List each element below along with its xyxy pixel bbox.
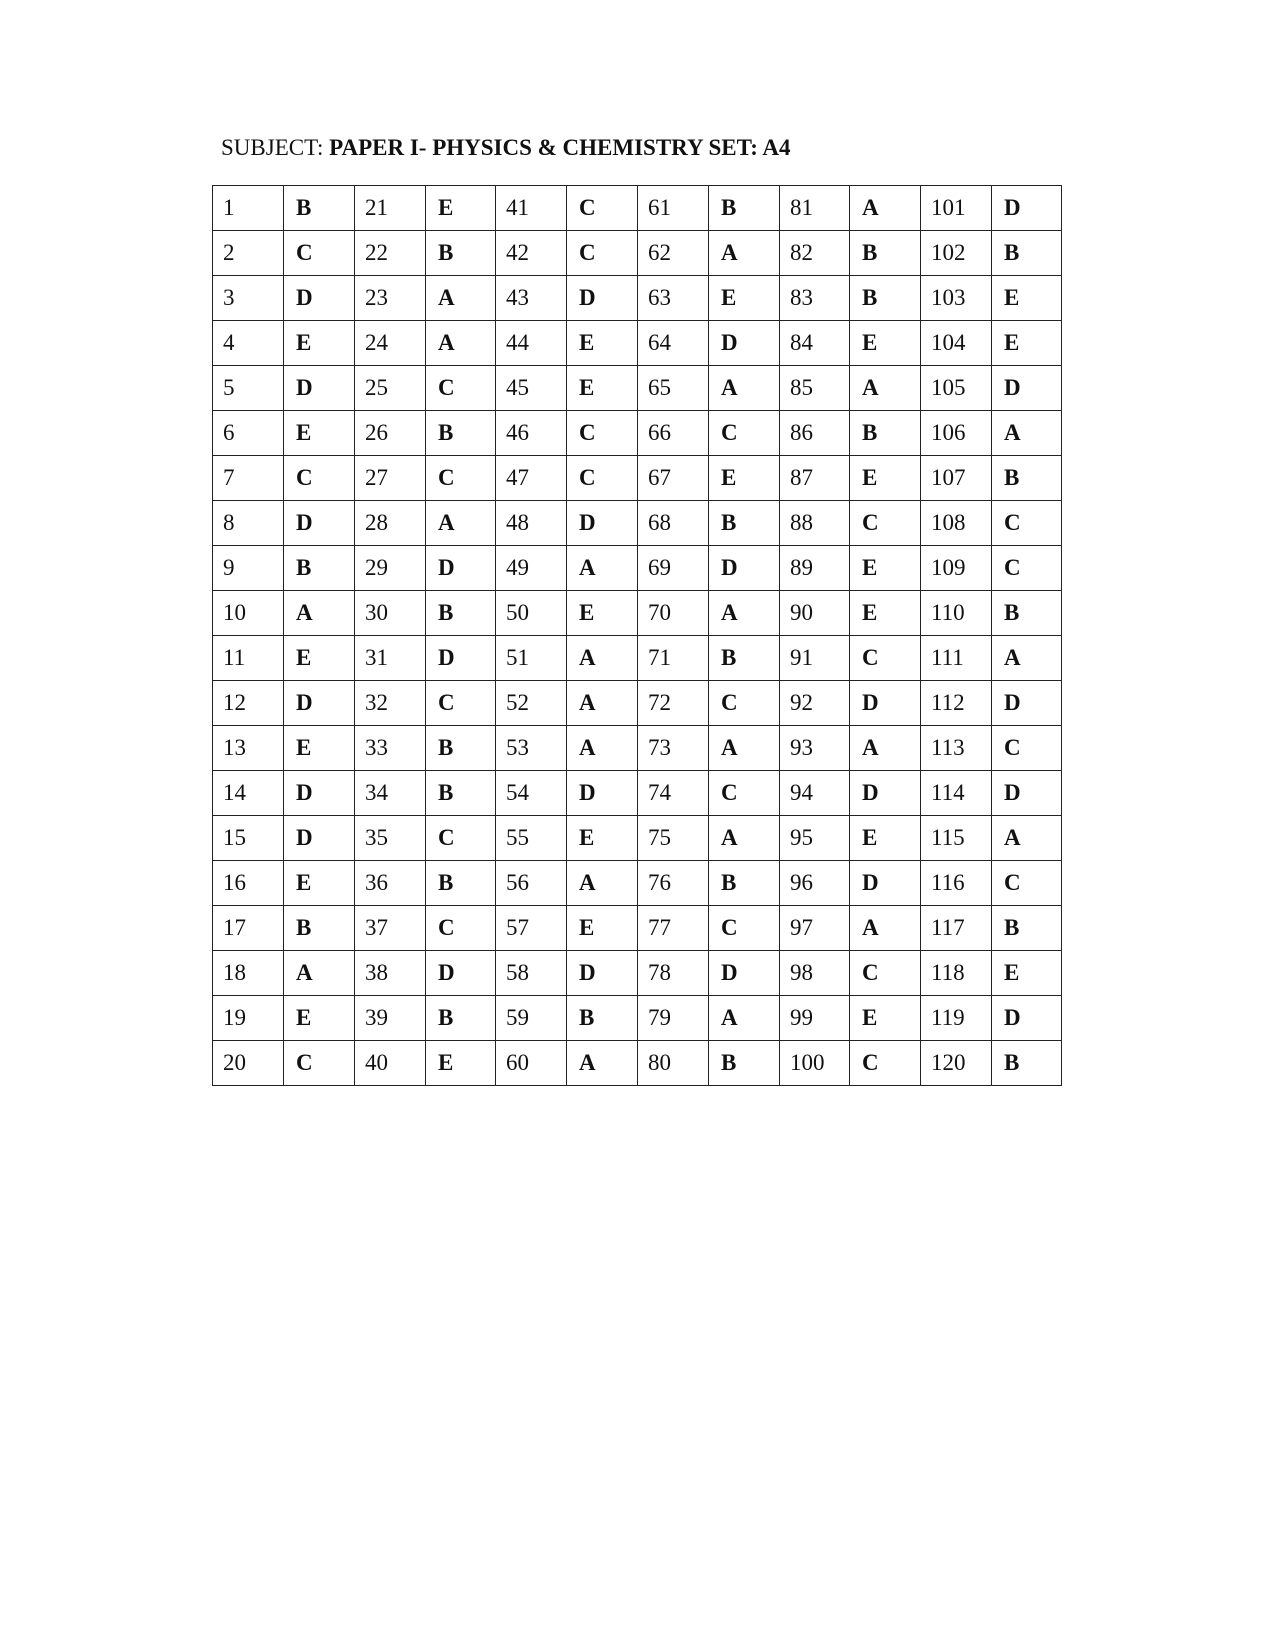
question-number: 17 bbox=[213, 906, 284, 951]
answer-letter: E bbox=[850, 816, 921, 861]
question-number: 110 bbox=[921, 591, 992, 636]
table-row bbox=[213, 681, 1062, 726]
answer-letter: B bbox=[426, 231, 496, 276]
question-number: 15 bbox=[213, 816, 284, 861]
question-number: 9 bbox=[213, 546, 284, 591]
answer-letter: E bbox=[567, 591, 638, 636]
answer-letter: C bbox=[284, 1041, 355, 1086]
answer-letter: E bbox=[284, 996, 355, 1041]
answer-letter: B bbox=[426, 771, 496, 816]
answer-letter: B bbox=[992, 591, 1062, 636]
answer-letter: E bbox=[850, 591, 921, 636]
question-number: 92 bbox=[780, 681, 850, 726]
question-number: 3 bbox=[213, 276, 284, 321]
question-number: 10 bbox=[213, 591, 284, 636]
answer-letter: C bbox=[850, 501, 921, 546]
question-number: 98 bbox=[780, 951, 850, 996]
question-number: 48 bbox=[496, 501, 567, 546]
question-number: 20 bbox=[213, 1041, 284, 1086]
answer-letter: A bbox=[850, 906, 921, 951]
answer-letter: E bbox=[992, 276, 1062, 321]
question-number: 22 bbox=[355, 231, 426, 276]
table-row bbox=[213, 366, 1062, 411]
question-number: 44 bbox=[496, 321, 567, 366]
answer-letter: D bbox=[426, 951, 496, 996]
question-number: 42 bbox=[496, 231, 567, 276]
question-number: 99 bbox=[780, 996, 850, 1041]
answer-letter: B bbox=[992, 456, 1062, 501]
question-number: 82 bbox=[780, 231, 850, 276]
question-number: 72 bbox=[638, 681, 709, 726]
question-number: 55 bbox=[496, 816, 567, 861]
answer-letter: D bbox=[284, 816, 355, 861]
question-number: 65 bbox=[638, 366, 709, 411]
question-number: 84 bbox=[780, 321, 850, 366]
answer-letter: C bbox=[426, 681, 496, 726]
answer-letter: C bbox=[850, 1041, 921, 1086]
table-row bbox=[213, 816, 1062, 861]
page-title bbox=[221, 132, 791, 164]
question-number: 108 bbox=[921, 501, 992, 546]
question-number: 119 bbox=[921, 996, 992, 1041]
answer-letter: C bbox=[709, 771, 780, 816]
question-number: 73 bbox=[638, 726, 709, 771]
answer-letter: D bbox=[284, 276, 355, 321]
answer-letter: D bbox=[284, 501, 355, 546]
answer-letter: A bbox=[284, 591, 355, 636]
answer-key-body bbox=[213, 186, 1062, 1086]
answer-letter: C bbox=[567, 231, 638, 276]
question-number: 8 bbox=[213, 501, 284, 546]
answer-letter: E bbox=[992, 321, 1062, 366]
question-number: 85 bbox=[780, 366, 850, 411]
answer-letter: C bbox=[426, 906, 496, 951]
question-number: 91 bbox=[780, 636, 850, 681]
answer-letter: E bbox=[567, 906, 638, 951]
answer-letter: C bbox=[284, 231, 355, 276]
answer-letter: A bbox=[567, 861, 638, 906]
answer-letter: D bbox=[709, 546, 780, 591]
question-number: 50 bbox=[496, 591, 567, 636]
question-number: 87 bbox=[780, 456, 850, 501]
answer-letter: E bbox=[284, 726, 355, 771]
answer-letter: B bbox=[284, 186, 355, 231]
answer-letter: B bbox=[850, 276, 921, 321]
question-number: 103 bbox=[921, 276, 992, 321]
table-row bbox=[213, 321, 1062, 366]
question-number: 77 bbox=[638, 906, 709, 951]
answer-letter: E bbox=[426, 186, 496, 231]
question-number: 19 bbox=[213, 996, 284, 1041]
table-row bbox=[213, 726, 1062, 771]
question-number: 104 bbox=[921, 321, 992, 366]
question-number: 63 bbox=[638, 276, 709, 321]
answer-letter: E bbox=[709, 456, 780, 501]
answer-letter: B bbox=[992, 231, 1062, 276]
answer-letter: C bbox=[426, 816, 496, 861]
question-number: 93 bbox=[780, 726, 850, 771]
question-number: 113 bbox=[921, 726, 992, 771]
question-number: 59 bbox=[496, 996, 567, 1041]
answer-letter: D bbox=[992, 366, 1062, 411]
question-number: 95 bbox=[780, 816, 850, 861]
answer-letter: C bbox=[992, 546, 1062, 591]
answer-letter: A bbox=[992, 636, 1062, 681]
answer-letter: A bbox=[709, 366, 780, 411]
question-number: 1 bbox=[213, 186, 284, 231]
answer-letter: C bbox=[284, 456, 355, 501]
answer-letter: C bbox=[992, 726, 1062, 771]
question-number: 75 bbox=[638, 816, 709, 861]
answer-letter: D bbox=[284, 366, 355, 411]
answer-letter: C bbox=[850, 636, 921, 681]
question-number: 45 bbox=[496, 366, 567, 411]
question-number: 29 bbox=[355, 546, 426, 591]
question-number: 41 bbox=[496, 186, 567, 231]
answer-key-table bbox=[212, 185, 1062, 1086]
question-number: 6 bbox=[213, 411, 284, 456]
answer-letter: A bbox=[709, 816, 780, 861]
answer-letter: C bbox=[426, 456, 496, 501]
answer-letter: D bbox=[992, 771, 1062, 816]
table-row bbox=[213, 186, 1062, 231]
question-number: 107 bbox=[921, 456, 992, 501]
answer-letter: A bbox=[850, 186, 921, 231]
question-number: 36 bbox=[355, 861, 426, 906]
answer-letter: B bbox=[709, 636, 780, 681]
question-number: 80 bbox=[638, 1041, 709, 1086]
answer-letter: B bbox=[567, 996, 638, 1041]
answer-letter: E bbox=[850, 456, 921, 501]
question-number: 74 bbox=[638, 771, 709, 816]
answer-letter: D bbox=[567, 771, 638, 816]
question-number: 39 bbox=[355, 996, 426, 1041]
question-number: 68 bbox=[638, 501, 709, 546]
question-number: 7 bbox=[213, 456, 284, 501]
answer-letter: D bbox=[850, 681, 921, 726]
answer-letter: A bbox=[426, 501, 496, 546]
question-number: 13 bbox=[213, 726, 284, 771]
question-number: 31 bbox=[355, 636, 426, 681]
question-number: 81 bbox=[780, 186, 850, 231]
question-number: 51 bbox=[496, 636, 567, 681]
question-number: 88 bbox=[780, 501, 850, 546]
subject-label: SUBJECT: bbox=[221, 135, 330, 160]
table-row bbox=[213, 546, 1062, 591]
answer-letter: D bbox=[567, 276, 638, 321]
table-row bbox=[213, 591, 1062, 636]
answer-letter: C bbox=[709, 681, 780, 726]
answer-letter: E bbox=[284, 321, 355, 366]
answer-letter: E bbox=[567, 816, 638, 861]
table-row bbox=[213, 906, 1062, 951]
answer-letter: C bbox=[992, 501, 1062, 546]
answer-letter: A bbox=[709, 591, 780, 636]
answer-letter: D bbox=[850, 771, 921, 816]
table-row bbox=[213, 501, 1062, 546]
question-number: 12 bbox=[213, 681, 284, 726]
answer-letter: D bbox=[709, 321, 780, 366]
answer-letter: B bbox=[284, 546, 355, 591]
answer-letter: D bbox=[992, 186, 1062, 231]
answer-letter: C bbox=[709, 411, 780, 456]
question-number: 24 bbox=[355, 321, 426, 366]
subject-title: PAPER I- PHYSICS & CHEMISTRY SET: A4 bbox=[329, 135, 791, 160]
question-number: 40 bbox=[355, 1041, 426, 1086]
question-number: 34 bbox=[355, 771, 426, 816]
table-row bbox=[213, 276, 1062, 321]
answer-letter: A bbox=[567, 1041, 638, 1086]
question-number: 111 bbox=[921, 636, 992, 681]
table-row bbox=[213, 1041, 1062, 1086]
question-number: 109 bbox=[921, 546, 992, 591]
answer-letter: A bbox=[709, 231, 780, 276]
answer-letter: A bbox=[709, 726, 780, 771]
table-row bbox=[213, 771, 1062, 816]
answer-letter: D bbox=[992, 681, 1062, 726]
answer-letter: C bbox=[426, 366, 496, 411]
answer-letter: C bbox=[850, 951, 921, 996]
answer-letter: B bbox=[709, 186, 780, 231]
question-number: 118 bbox=[921, 951, 992, 996]
question-number: 49 bbox=[496, 546, 567, 591]
answer-letter: B bbox=[284, 906, 355, 951]
answer-letter: A bbox=[709, 996, 780, 1041]
question-number: 32 bbox=[355, 681, 426, 726]
question-number: 94 bbox=[780, 771, 850, 816]
answer-letter: E bbox=[567, 366, 638, 411]
answer-letter: E bbox=[992, 951, 1062, 996]
question-number: 56 bbox=[496, 861, 567, 906]
question-number: 60 bbox=[496, 1041, 567, 1086]
answer-letter: B bbox=[426, 996, 496, 1041]
question-number: 101 bbox=[921, 186, 992, 231]
table-row bbox=[213, 636, 1062, 681]
answer-letter: A bbox=[567, 681, 638, 726]
question-number: 120 bbox=[921, 1041, 992, 1086]
answer-letter: A bbox=[992, 411, 1062, 456]
answer-letter: E bbox=[284, 861, 355, 906]
question-number: 97 bbox=[780, 906, 850, 951]
question-number: 102 bbox=[921, 231, 992, 276]
answer-letter: B bbox=[709, 501, 780, 546]
question-number: 4 bbox=[213, 321, 284, 366]
answer-letter: C bbox=[709, 906, 780, 951]
answer-letter: B bbox=[426, 591, 496, 636]
answer-letter: E bbox=[850, 546, 921, 591]
question-number: 58 bbox=[496, 951, 567, 996]
question-number: 30 bbox=[355, 591, 426, 636]
question-number: 70 bbox=[638, 591, 709, 636]
question-number: 117 bbox=[921, 906, 992, 951]
answer-letter: A bbox=[284, 951, 355, 996]
question-number: 116 bbox=[921, 861, 992, 906]
question-number: 38 bbox=[355, 951, 426, 996]
question-number: 11 bbox=[213, 636, 284, 681]
question-number: 5 bbox=[213, 366, 284, 411]
answer-letter: A bbox=[567, 726, 638, 771]
question-number: 67 bbox=[638, 456, 709, 501]
answer-letter: B bbox=[709, 1041, 780, 1086]
question-number: 25 bbox=[355, 366, 426, 411]
question-number: 33 bbox=[355, 726, 426, 771]
question-number: 96 bbox=[780, 861, 850, 906]
question-number: 100 bbox=[780, 1041, 850, 1086]
question-number: 66 bbox=[638, 411, 709, 456]
question-number: 112 bbox=[921, 681, 992, 726]
question-number: 28 bbox=[355, 501, 426, 546]
answer-letter: B bbox=[992, 906, 1062, 951]
answer-letter: E bbox=[284, 411, 355, 456]
question-number: 71 bbox=[638, 636, 709, 681]
question-number: 90 bbox=[780, 591, 850, 636]
answer-letter: D bbox=[426, 546, 496, 591]
question-number: 37 bbox=[355, 906, 426, 951]
question-number: 89 bbox=[780, 546, 850, 591]
answer-letter: D bbox=[709, 951, 780, 996]
answer-letter: B bbox=[426, 726, 496, 771]
answer-letter: A bbox=[426, 276, 496, 321]
question-number: 83 bbox=[780, 276, 850, 321]
answer-letter: A bbox=[567, 636, 638, 681]
answer-letter: E bbox=[567, 321, 638, 366]
table-row bbox=[213, 996, 1062, 1041]
answer-letter: B bbox=[992, 1041, 1062, 1086]
answer-letter: D bbox=[426, 636, 496, 681]
question-number: 86 bbox=[780, 411, 850, 456]
question-number: 23 bbox=[355, 276, 426, 321]
question-number: 43 bbox=[496, 276, 567, 321]
answer-letter: C bbox=[992, 861, 1062, 906]
answer-letter: A bbox=[426, 321, 496, 366]
answer-letter: A bbox=[567, 546, 638, 591]
answer-letter: D bbox=[284, 771, 355, 816]
question-number: 79 bbox=[638, 996, 709, 1041]
answer-letter: D bbox=[567, 501, 638, 546]
question-number: 53 bbox=[496, 726, 567, 771]
answer-letter: E bbox=[284, 636, 355, 681]
question-number: 57 bbox=[496, 906, 567, 951]
answer-letter: E bbox=[709, 276, 780, 321]
question-number: 78 bbox=[638, 951, 709, 996]
question-number: 115 bbox=[921, 816, 992, 861]
table-row bbox=[213, 411, 1062, 456]
question-number: 27 bbox=[355, 456, 426, 501]
question-number: 61 bbox=[638, 186, 709, 231]
question-number: 2 bbox=[213, 231, 284, 276]
question-number: 54 bbox=[496, 771, 567, 816]
question-number: 76 bbox=[638, 861, 709, 906]
question-number: 16 bbox=[213, 861, 284, 906]
answer-letter: B bbox=[709, 861, 780, 906]
answer-letter: E bbox=[426, 1041, 496, 1086]
answer-letter: B bbox=[850, 411, 921, 456]
question-number: 26 bbox=[355, 411, 426, 456]
answer-letter: A bbox=[850, 366, 921, 411]
question-number: 18 bbox=[213, 951, 284, 996]
answer-letter: D bbox=[284, 681, 355, 726]
table-row bbox=[213, 231, 1062, 276]
table-row bbox=[213, 456, 1062, 501]
question-number: 64 bbox=[638, 321, 709, 366]
question-number: 47 bbox=[496, 456, 567, 501]
question-number: 69 bbox=[638, 546, 709, 591]
answer-letter: B bbox=[426, 411, 496, 456]
answer-letter: B bbox=[426, 861, 496, 906]
answer-letter: A bbox=[850, 726, 921, 771]
question-number: 105 bbox=[921, 366, 992, 411]
question-number: 106 bbox=[921, 411, 992, 456]
question-number: 46 bbox=[496, 411, 567, 456]
answer-letter: E bbox=[850, 321, 921, 366]
answer-letter: D bbox=[567, 951, 638, 996]
answer-letter: C bbox=[567, 456, 638, 501]
answer-letter: A bbox=[992, 816, 1062, 861]
answer-letter: D bbox=[992, 996, 1062, 1041]
question-number: 35 bbox=[355, 816, 426, 861]
table-row bbox=[213, 861, 1062, 906]
answer-letter: E bbox=[850, 996, 921, 1041]
answer-letter: C bbox=[567, 411, 638, 456]
question-number: 52 bbox=[496, 681, 567, 726]
answer-letter: B bbox=[850, 231, 921, 276]
question-number: 62 bbox=[638, 231, 709, 276]
answer-letter: D bbox=[850, 861, 921, 906]
table-row bbox=[213, 951, 1062, 996]
question-number: 114 bbox=[921, 771, 992, 816]
answer-letter: C bbox=[567, 186, 638, 231]
question-number: 21 bbox=[355, 186, 426, 231]
question-number: 14 bbox=[213, 771, 284, 816]
